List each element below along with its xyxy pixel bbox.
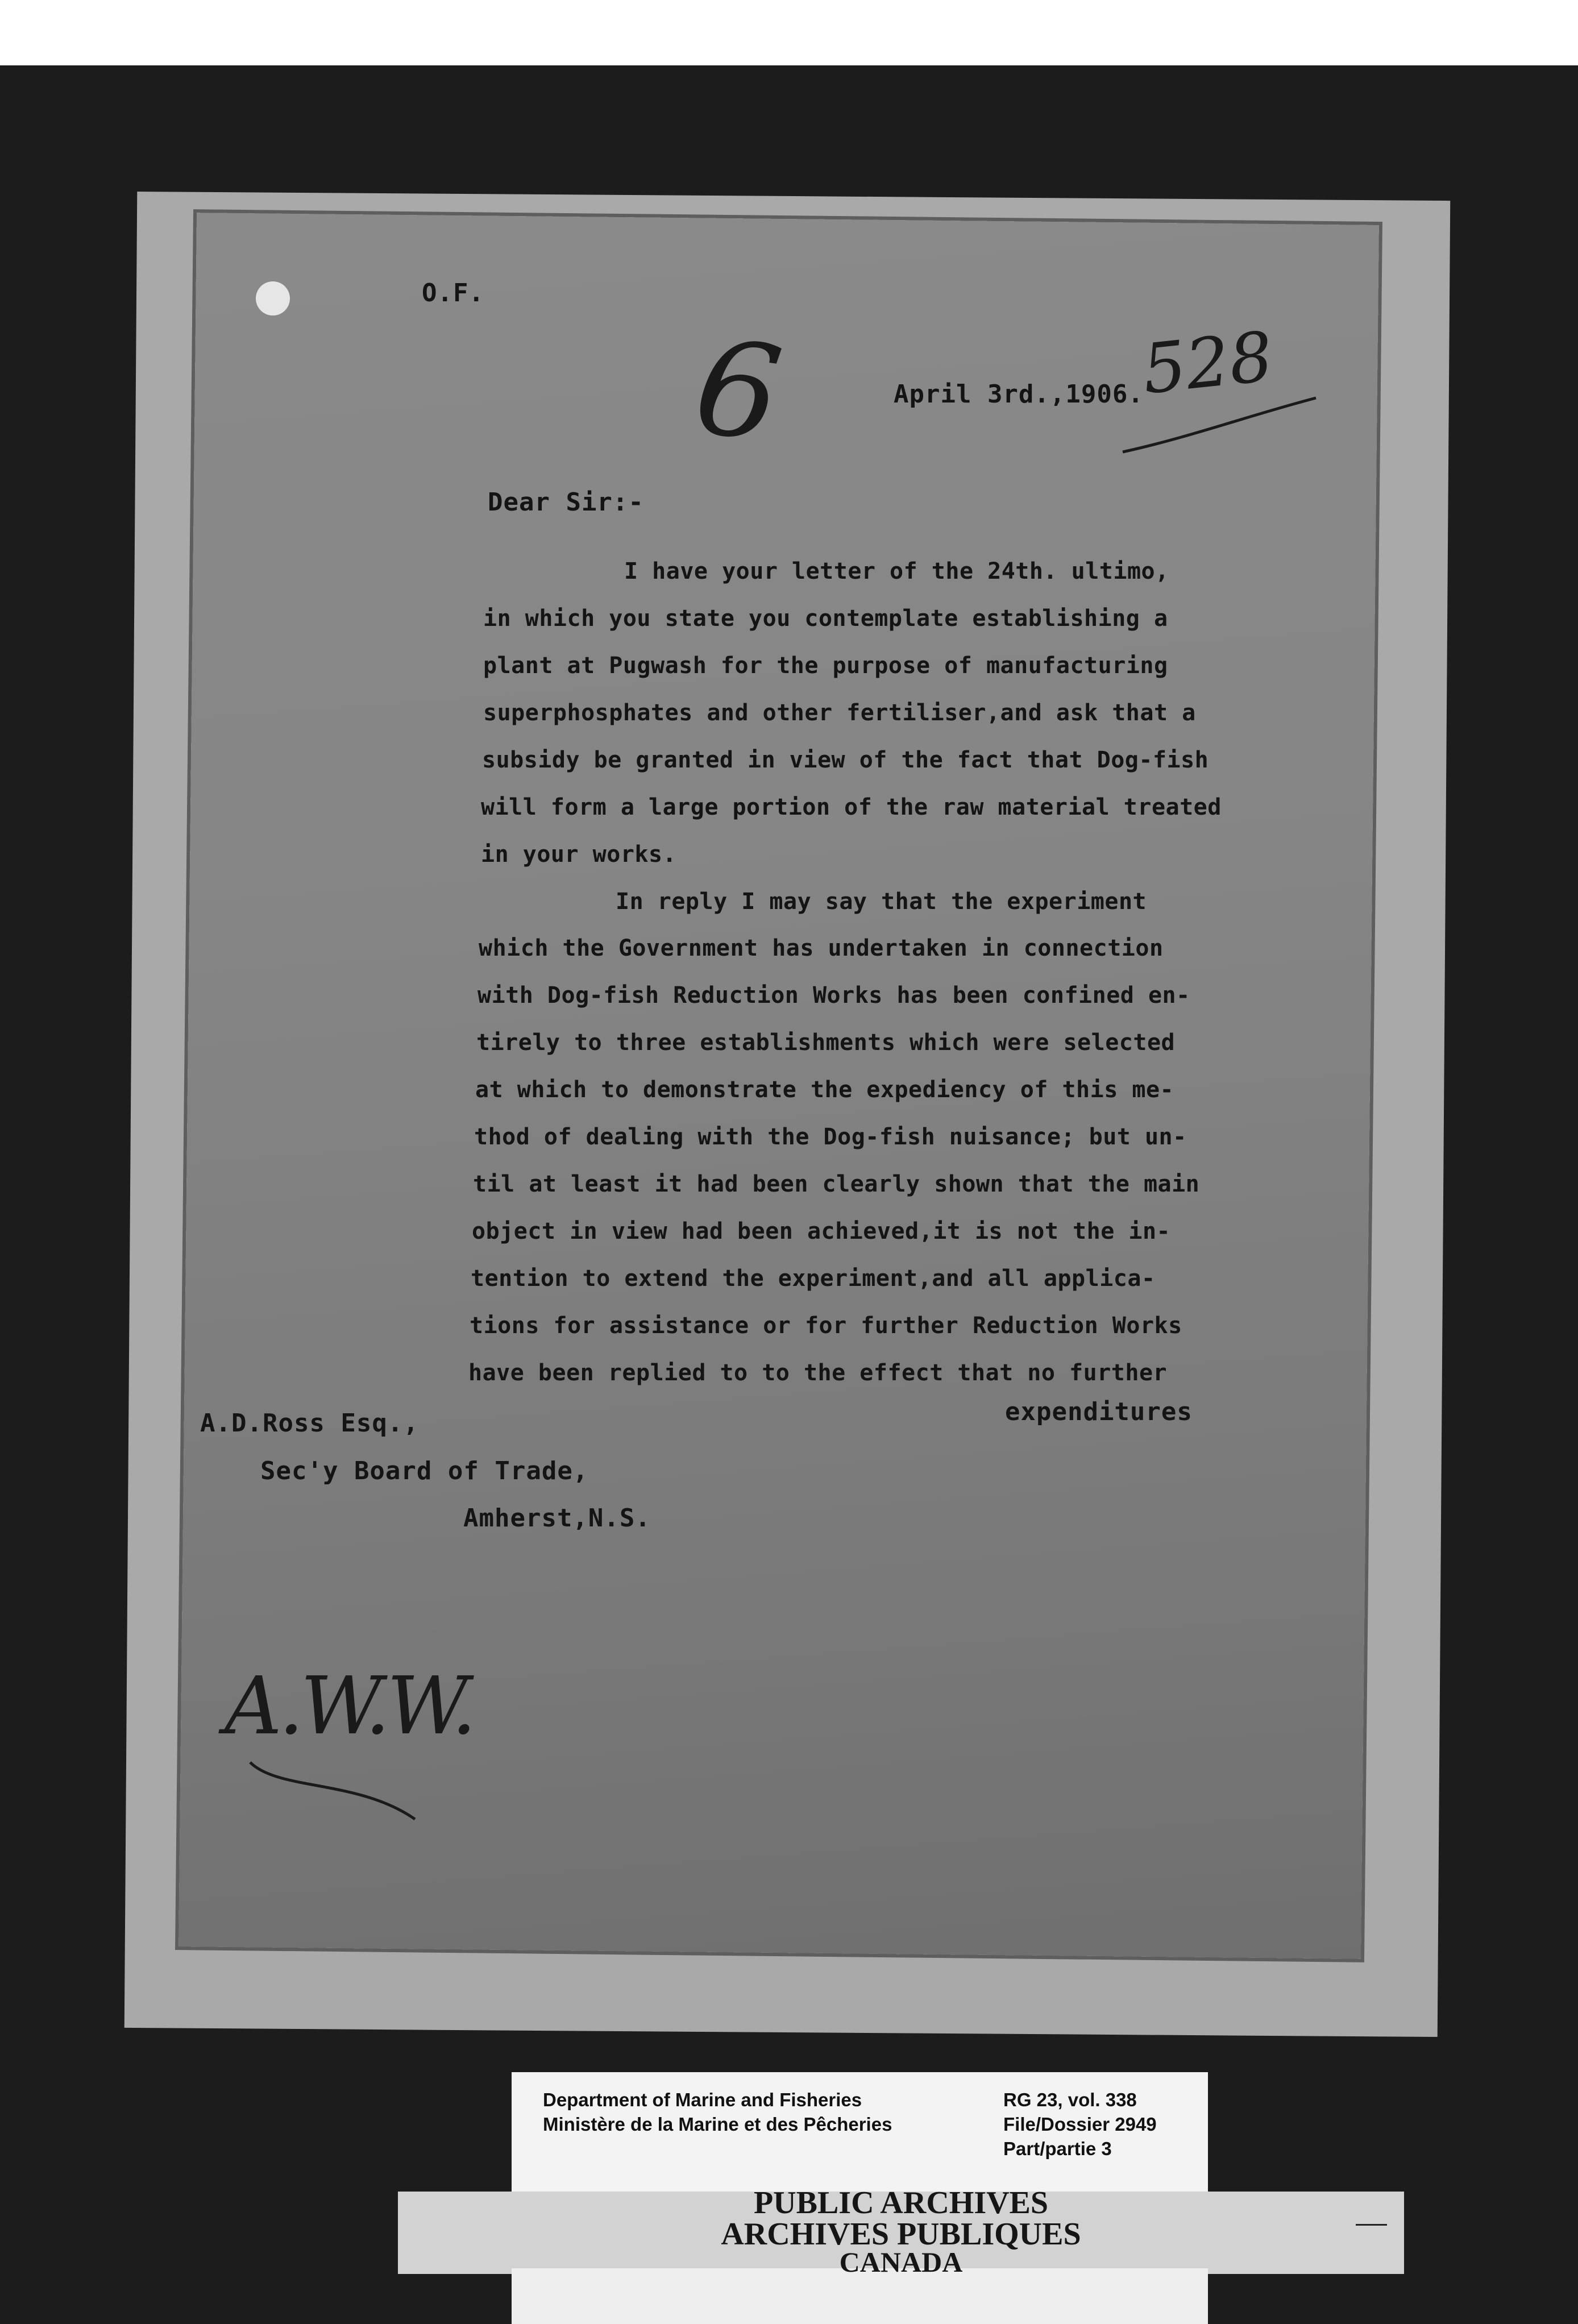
body-line: tention to extend the experiment,and all applica- — [471, 1265, 1156, 1292]
catchword: expenditures — [1005, 1397, 1193, 1426]
addressee-title: Sec'y Board of Trade, — [260, 1456, 589, 1485]
body-line: object in view had been achieved,it is not the in- — [472, 1218, 1171, 1244]
file-number: File/Dossier 2949 — [1003, 2114, 1157, 2135]
part-number: Part/partie 3 — [1003, 2138, 1112, 2159]
body-line: which the Government has undertaken in connection — [479, 935, 1164, 961]
reference-code: O.F. — [422, 279, 484, 308]
punch-hole — [256, 281, 290, 316]
body-line: thod of dealing with the Dog-fish nuisance; but un- — [474, 1124, 1187, 1150]
stamp-line-fr: ARCHIVES PUBLIQUES — [721, 2217, 1081, 2252]
department-fr: Ministère de la Marine et des Pêcheries — [543, 2114, 892, 2135]
stamp-line-country: CANADA — [839, 2246, 963, 2278]
department-en: Department of Marine and Fisheries — [543, 2089, 862, 2110]
handwritten-page-number: 6 — [686, 310, 790, 472]
salutation: Dear Sir:- — [488, 488, 644, 517]
handwritten-initials: A.W.W. — [225, 1660, 474, 1753]
body-line: in your works. — [481, 841, 677, 868]
film-mark — [1356, 2224, 1387, 2226]
stamp-line-en: PUBLIC ARCHIVES — [753, 2185, 1049, 2221]
record-group: RG 23, vol. 338 — [1003, 2089, 1137, 2110]
body-line: subsidy be granted in view of the fact that Dog-fish — [482, 747, 1209, 773]
addressee-name: A.D.Ross Esq., — [200, 1409, 419, 1438]
handwritten-folio-number: 528 — [1139, 317, 1277, 410]
body-line: superphosphates and other fertiliser,and ask that a — [483, 700, 1196, 726]
body-line: In reply I may say that the experiment — [616, 889, 1147, 915]
letter-date: April 3rd.,1906. — [894, 380, 1144, 409]
folio-underline — [1120, 392, 1324, 460]
initials-flourish — [244, 1757, 426, 1831]
body-line: have been replied to to the effect that no further — [468, 1360, 1168, 1386]
body-line: in which you state you contemplate establishing a — [483, 605, 1168, 632]
body-line: plant at Pugwash for the purpose of manufacturing — [483, 653, 1168, 679]
body-line: I have your letter of the 24th. ultimo, — [624, 558, 1169, 584]
addressee-location: Amherst,N.S. — [463, 1504, 651, 1533]
body-line: tirely to three establishments which were selected — [476, 1030, 1176, 1056]
body-line: at which to demonstrate the expediency of this me- — [475, 1077, 1174, 1103]
body-line: with Dog-fish Reduction Works has been confined en- — [477, 982, 1190, 1009]
body-line: will form a large portion of the raw material treated — [481, 794, 1222, 820]
body-line: til at least it had been clearly shown that the main — [473, 1171, 1200, 1197]
body-line: tions for assistance or for further Reduction Works — [470, 1313, 1182, 1339]
